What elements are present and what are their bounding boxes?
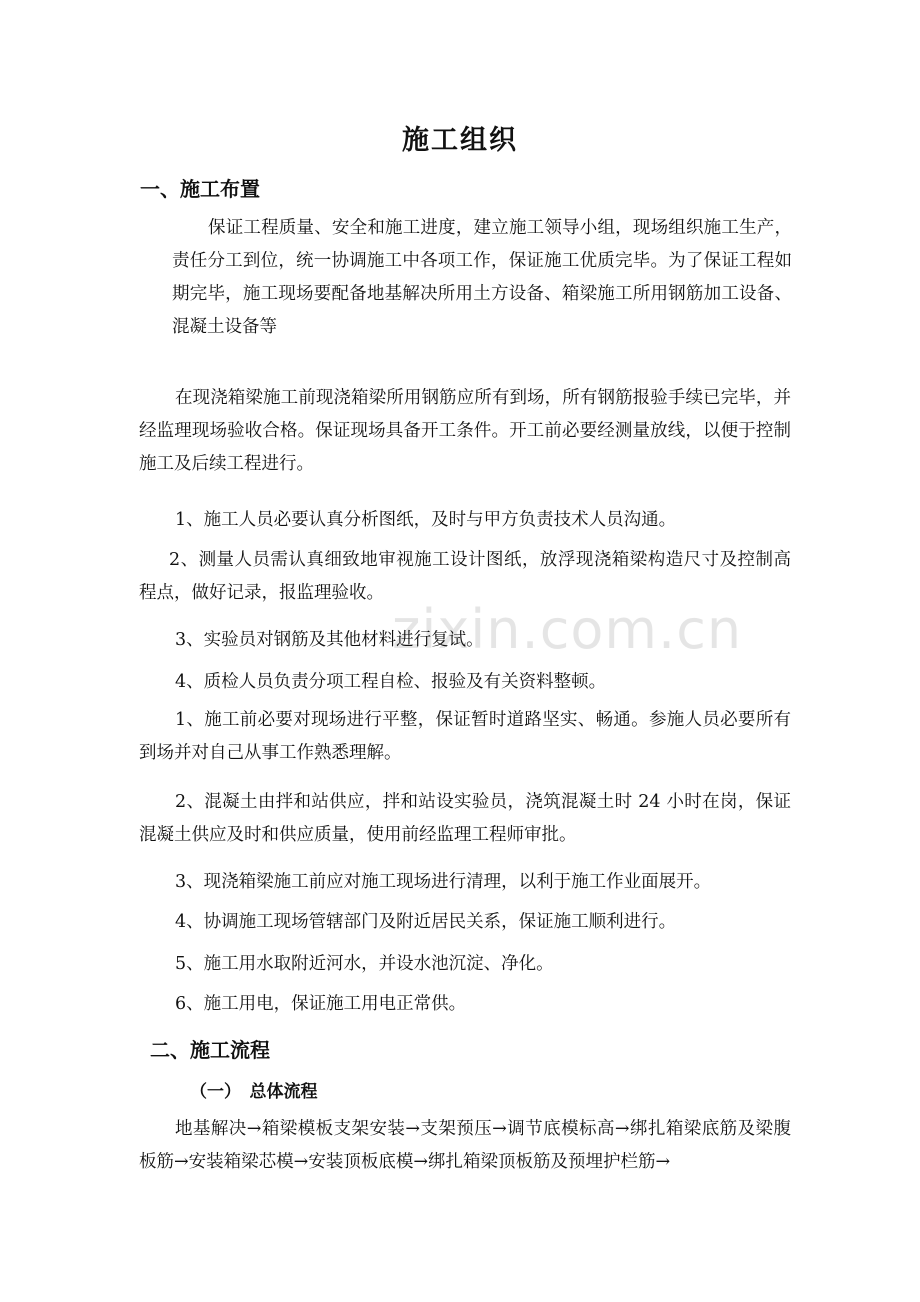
list-item: 4、质检人员负责分项工程自检、报验及有关资料整顿。 <box>175 672 607 692</box>
list-item: 6、施工用电，保证施工用电正常供。 <box>175 994 467 1014</box>
list-item: 1、施工前必要对现场进行平整，保证暂时道路坚实、畅通。参施人员必要所有到场并对自己从事工作熟悉理解。 <box>139 710 791 763</box>
list-item: 5、施工用水取附近河水，并设水池沉淀、净化。 <box>175 954 554 974</box>
list-item: 3、现浇箱梁施工前应对施工现场进行清理，以利于施工作业面展开。 <box>175 872 712 892</box>
section-heading-layout: 一、施工布置 <box>140 177 260 201</box>
list-item: 1、施工人员必要认真分析图纸，及时与甲方负责技术人员沟通。 <box>175 510 677 530</box>
subsection-heading-overall: （一） 总体流程 <box>190 1082 318 1102</box>
list-item: 2、混凝土由拌和站供应，拌和站设实验员，浇筑混凝土时 24 小时在岗，保证混凝土供应及时和供应质量，使用前经监理工程师审批。 <box>139 792 791 845</box>
page-title: 施工组织 <box>402 125 518 156</box>
process-flow-paragraph: 地基解决→箱梁模板支架安装→支架预压→调节底模标高→绑扎箱梁底筋及梁腹板筋→安装箱梁芯模→安装顶板底模→绑扎箱梁顶板筋及预埋护栏筋→ <box>139 1119 791 1172</box>
section1-paragraph-1: 保证工程质量、安全和施工进度，建立施工领导小组，现场组织施工生产，责任分工到位，统一协调施工中各项工作，保证施工优质完毕。为了保证工程如期完毕，施工现场要配备地基解决所用土方设备、箱梁施工所用钢筋加工设备、混凝土设备等 <box>172 218 792 337</box>
section-heading-process: 二、施工流程 <box>150 1038 270 1062</box>
list-item: 4、协调施工现场管辖部门及附近居民关系，保证施工顺利进行。 <box>175 912 677 932</box>
site-watermark: zixin.com.cn <box>392 598 743 661</box>
section1-paragraph-2: 在现浇箱梁施工前现浇箱梁所用钢筋应所有到场，所有钢筋报验手续已完毕，并经监理现场验收合格。保证现场具备开工条件。开工前必要经测量放线，以便于控制施工及后续工程进行。 <box>139 388 791 474</box>
list-item: 2、测量人员需认真细致地审视施工设计图纸，放浮现浇箱梁构造尺寸及控制高程点，做好记录，报监理验收。 <box>139 550 791 603</box>
list-item: 3、实验员对钢筋及其他材料进行复试。 <box>175 630 484 650</box>
